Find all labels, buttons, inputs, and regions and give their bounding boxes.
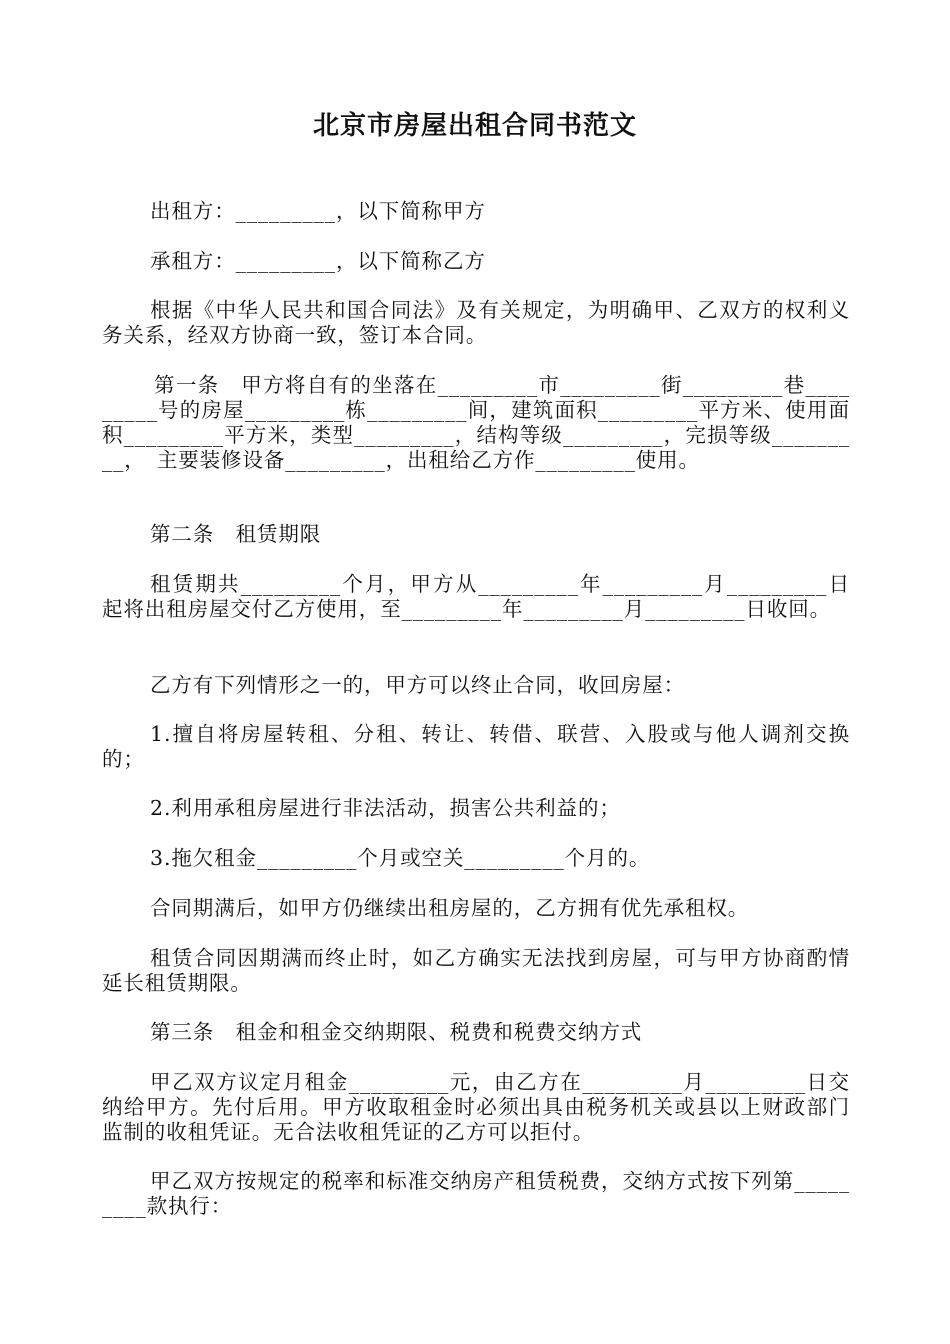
heading-article-2: 第二条 租赁期限: [150, 522, 322, 546]
heading-article-3: 第三条 租金和租金交纳期限、税费和税费交纳方式: [150, 1020, 643, 1044]
document-title: 北京市房屋出租合同书范文: [312, 111, 637, 141]
paragraph-lease-term: 租赁期共_________个月，甲方从_________年_________月_________日起将出租房屋交付乙方使用，至_________年_________月_________日收回。: [102, 572, 850, 621]
list-item-3: 3.拖欠租金_________个月或空关_________个月的。: [150, 846, 651, 870]
paragraph-article-1: 第一条 甲方将自有的坐落在_________市_________街_________巷_________号的房屋_________栋_________间，建筑面积_________平方米、使用面积_________平方米，类型_________，结构等级_________，完损等级_________， 主要装修设备_________，出租给乙方作_________使用。: [102, 373, 850, 472]
list-item-1: 1.擅自将房屋转租、分租、转让、转借、联营、入股或与他人调剂交换的；: [102, 722, 850, 771]
paragraph-lessee: 承租方：_________，以下简称乙方: [150, 249, 486, 273]
paragraph-extension: 租赁合同因期满而终止时，如乙方确实无法找到房屋，可与甲方协商酌情延长租赁期限。: [102, 946, 850, 995]
paragraph-preamble: 根据《中华人民共和国合同法》及有关规定，为明确甲、乙双方的权利义务关系，经双方协商一致，签订本合同。: [102, 298, 850, 347]
paragraph-taxes: 甲乙双方按规定的税率和标准交纳房产租赁税费，交纳方式按下列第_________款执行：: [102, 1169, 850, 1218]
paragraph-termination-intro: 乙方有下列情形之一的，甲方可以终止合同，收回房屋：: [150, 673, 685, 697]
paragraph-rent: 甲乙双方议定月租金_________元，由乙方在_________月_________日交纳给甲方。先付后用。甲方收取租金时必须出具由税务机关或县以上财政部门监制的收租凭证。无合法收租凭证的乙方可以拒付。: [102, 1070, 850, 1144]
paragraph-priority-right: 合同期满后，如甲方仍继续出租房屋的，乙方拥有优先承租权。: [150, 896, 750, 920]
paragraph-lessor: 出租方：_________，以下简称甲方: [150, 199, 486, 223]
list-item-2: 2.利用承租房屋进行非法活动，损害公共利益的；: [150, 796, 621, 820]
